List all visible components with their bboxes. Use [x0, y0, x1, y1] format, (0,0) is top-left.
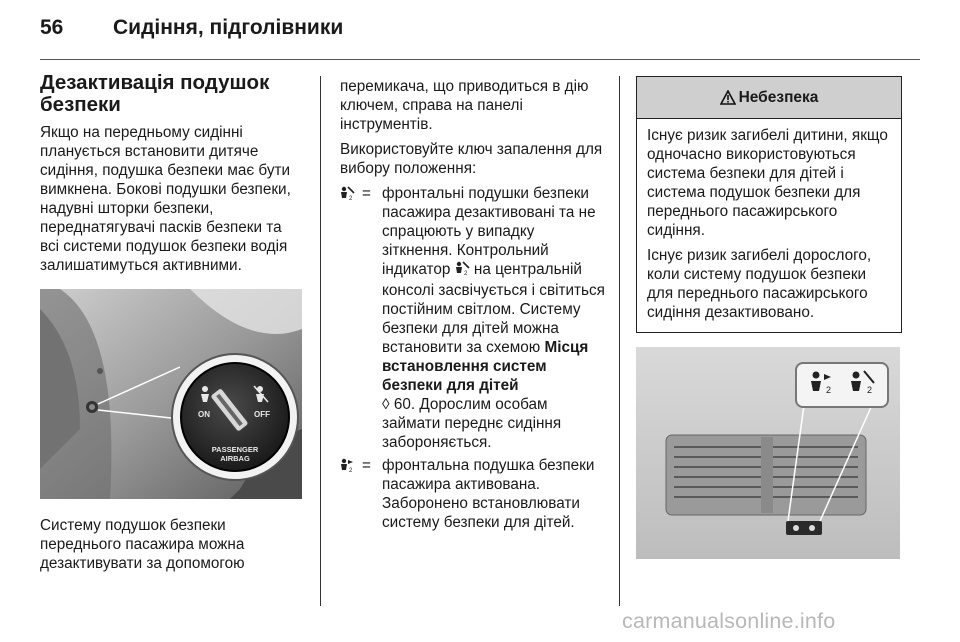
switch-label-off: OFF [254, 410, 270, 419]
def-off-text-after: на центральній консолі засвічується і світиться постійним світлом. Систему безпеки для дітей можна встановити за схемою [382, 261, 605, 356]
equals-sign: = [362, 457, 371, 474]
airbag-on-icon [340, 456, 362, 532]
page-header-title: Сидіння, підголівники [113, 16, 344, 39]
column-right [636, 76, 901, 559]
def-off-text-end: . Дорослим особам займати переднє сидіння забороняється. [382, 396, 562, 451]
svg-text:2: 2 [349, 196, 353, 201]
intro-paragraph: Якщо на передньому сидінні планується встановити дитяче сидіння, подушка безпеки має бути вимкнена. Бокові подушки безпеки, надувні шторки безпеки, переднатягувачі пасків безпеки та всі системи подушок безпеки водія залишатимуться активними. [40, 124, 291, 274]
watermark: carmanualsonline.info [622, 609, 836, 633]
warning-paragraph-1: Існує ризик загибелі дитини, якщо одночасно використовуються система безпеки для дітей і система подушок безпеки для переднього пасажирського сидіння. [647, 127, 888, 239]
airbag-off-indicator-icon [455, 261, 470, 281]
switch-label-airbag: AIRBAG [220, 454, 250, 463]
svg-text:2: 2 [867, 385, 873, 395]
column-divider-1 [320, 76, 321, 606]
warning-paragraph-2: Існує ризик загибелі дорослого, коли систему подушок безпеки для переднього пасажирського сидіння дезактивовано. [647, 247, 872, 321]
airbag-switch-photo [40, 289, 302, 499]
definition-off-text [382, 184, 605, 452]
airbag-off-icon [340, 184, 362, 452]
svg-text:2: 2 [349, 468, 353, 473]
after-image-paragraph: Систему подушок безпеки переднього пасажира можна дезактивувати за допомогою [40, 517, 245, 572]
equals-sign: = [362, 185, 371, 202]
ref-symbol: ◊ [382, 396, 390, 413]
svg-text:2: 2 [826, 385, 832, 395]
def-off-text-before: фронтальні подушки безпеки пасажира дезактивовані та не спрацюють у випадку зіткнення. Контрольний індикатор [382, 185, 596, 278]
column-middle [340, 77, 605, 532]
warning-header [637, 77, 901, 119]
warning-body [637, 119, 901, 332]
center-console-indicator-photo [636, 347, 900, 559]
header-rule [40, 59, 920, 60]
definition-on [340, 456, 605, 532]
definition-off [340, 184, 605, 452]
danger-warning-box [636, 76, 902, 333]
ref-page[interactable]: 60 [393, 396, 411, 413]
svg-text:2: 2 [463, 271, 467, 276]
warning-title: Небезпека [738, 89, 819, 106]
column-left [40, 72, 304, 579]
switch-label-on: ON [198, 410, 210, 419]
section-title: Дезактивація подушок безпеки [40, 71, 270, 116]
column-divider-2 [619, 76, 620, 606]
use-key-paragraph: Використовуйте ключ запалення для вибору положення: [340, 141, 603, 177]
switch-label-passenger: PASSENGER [211, 445, 259, 454]
warning-triangle-icon [720, 90, 736, 105]
continued-paragraph: перемикача, що приводиться в дію ключем, справа на панелі інструментів. [340, 78, 589, 133]
cross-reference-link[interactable]: Місця встановлення систем безпеки для дітей [382, 339, 589, 394]
page-number: 56 [40, 16, 64, 39]
definition-on-text: фронтальна подушка безпеки пасажира активована. Заборонено встановлювати систему безпеки для дітей. [382, 457, 595, 531]
